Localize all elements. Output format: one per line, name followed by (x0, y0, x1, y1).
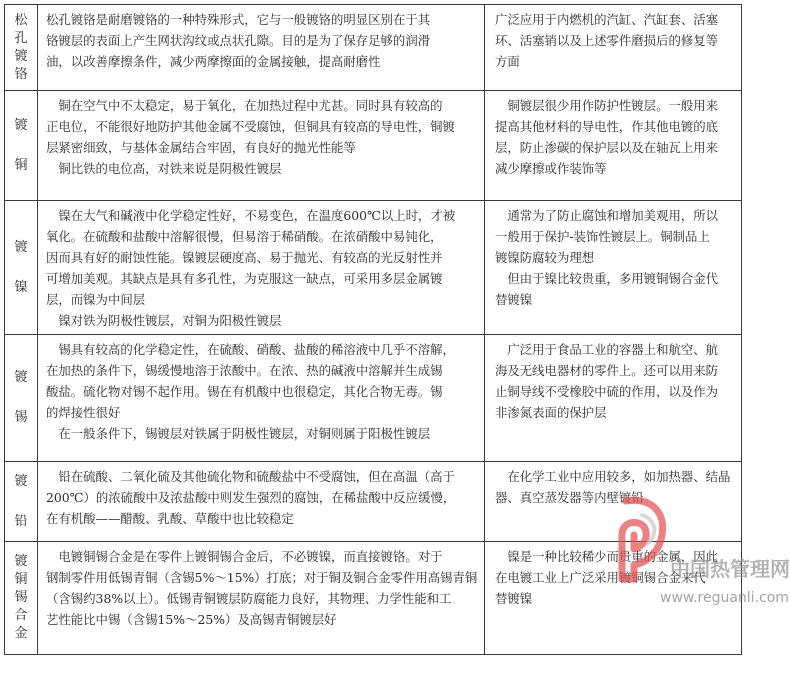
properties-cell (38, 335, 485, 462)
properties-line: 200℃）的浓硫酸中及浓盐酸中则发生强烈的腐蚀，在稀盐酸中反应缓慢， (46, 490, 456, 505)
properties-line: 镍对铁为阴极性镀层，对铜为阳极性镀层 (46, 313, 282, 328)
properties-line: 的焊接性很好 (46, 405, 121, 420)
coating-name-char: 铬 (14, 66, 28, 82)
properties-cell (38, 462, 485, 542)
properties-line: 在加热的条件下，锡缓慢地溶于浓酸中。在浓、热的碱液中溶解并生成锡 (46, 363, 443, 378)
properties-line: 氧化。在硫酸和盐酸中溶解很慢，但易溶于稀硝酸。在浓硝酸中易钝化， (46, 229, 443, 244)
coating-name-char: 镀 (14, 473, 28, 489)
properties-cell (38, 542, 485, 655)
applications-line: 但由于镍比较贵重，多用镀铜锡合金代 (495, 271, 719, 286)
coating-name-char: 孔 (14, 30, 28, 46)
properties-line: 正电位，不能很好地防护其他金属不受腐蚀，但铜具有较高的导电性，铜镀 (46, 119, 455, 134)
watermark (600, 487, 790, 617)
table-row (5, 201, 742, 335)
properties-line: 铜在空气中不太稳定，易于氧化，在加热过程中尤甚。同时具有较高的 (46, 98, 443, 113)
properties-line: 因而具有好的耐蚀性能。镍镀层硬度高、易于抛光、有较高的光反射性并 (46, 250, 443, 265)
table-row (5, 91, 742, 201)
properties-line: 酸盐。硫化物对锡不起作用。锡在有机酸中也很稳定，其化合物无毒。锡 (46, 384, 443, 399)
applications-line: 镍是一种比较稀少而贵重的金属，因此 (495, 549, 719, 564)
applications-line: 提高其他材料的导电性，作其他电镀的底 (495, 119, 719, 134)
applications-cell (485, 335, 742, 462)
coating-name-cell (5, 201, 38, 335)
properties-line: 层，而镍为中间层 (46, 292, 146, 307)
coating-name-cell (5, 91, 38, 201)
coating-name-cell (5, 542, 38, 655)
applications-line: 镀镍防腐较为理想 (495, 250, 595, 265)
coating-name-char: 金 (14, 626, 28, 641)
applications-line: 广泛应用于内燃机的汽缸、汽缸套、活塞 (495, 12, 719, 27)
applications-line: 通常为了防止腐蚀和增加美观用，所以 (495, 208, 719, 223)
coating-name-char: 镀 (14, 117, 28, 133)
properties-line: 铜比铁的电位高，对铁来说是阴极性镀层 (46, 161, 282, 176)
properties-line: 油，以改善摩擦条件，减少两摩擦面的金属接触，提高耐磨性 (46, 54, 381, 69)
coating-name-char: 镀 (14, 554, 28, 569)
coating-name-char: 合 (14, 608, 28, 623)
coating-name-char: 锡 (14, 590, 28, 605)
properties-line: 松孔镀铬是耐磨镀铬的一种特殊形式，它与一般镀铬的明显区别在于其 (46, 12, 431, 27)
reguanli-logo-icon (612, 495, 668, 581)
applications-line: 替镀镍 (495, 591, 533, 606)
coating-name-char: 铜 (14, 572, 28, 587)
properties-line: 电镀铜锡合金是在零件上镀铜锡合金后，不必镀镍，而直接镀铬。对于 (46, 549, 443, 564)
properties-line: 铬镀层的表面上产生网状沟纹或点状孔隙。目的是为了保存足够的润滑 (46, 33, 431, 48)
applications-line: 减少摩擦或作装饰等 (495, 161, 607, 176)
applications-line: 海及无线电器材的零件上。还可以用来防 (495, 363, 719, 378)
coating-name-char: 松 (14, 12, 28, 28)
properties-line: 镍在大气和碱液中化学稳定性好，不易变色，在温度600℃以上时，才被 (46, 208, 456, 223)
table-row (5, 5, 742, 91)
applications-line: 环、活塞销以及上述零件磨损后的修复等 (495, 33, 719, 48)
properties-line: 在一般条件下，锡镀层对铁属于阴极性镀层，对铜则属于阳极性镀层 (46, 426, 431, 441)
coating-name-cell (5, 5, 38, 91)
properties-line: 可增加美观。其缺点是具有多孔性，为克服这一缺点，可采用多层金属镀 (46, 271, 443, 286)
properties-line: 锡具有较高的化学稳定性，在硫酸、硝酸、盐酸的稀溶液中几乎不溶解， (46, 342, 455, 357)
properties-cell (38, 91, 485, 201)
applications-line: 方面 (495, 54, 520, 69)
properties-line: 钢制零件用低锡青铜（含锡5%～15%）打底；对于铜及铜合金零件用高锡青铜 (46, 570, 478, 585)
applications-line: 器、真空蒸发器等内壁镀铅 (495, 490, 644, 505)
properties-cell (38, 201, 485, 335)
properties-line: 艺性能比中锡（含锡15%～25%）及高锡青铜镀层好 (46, 612, 337, 627)
applications-line: 在化学工业中应用较多，如加热器、结晶 (495, 469, 731, 484)
coating-name-char: 镀 (14, 239, 28, 255)
watermark-url: www.reguanli.com (660, 590, 789, 606)
watermark-site-name: 中国热管理网 (670, 557, 790, 581)
applications-line: 在电镀工业上广泛采用镀铜锡合金来代 (495, 570, 706, 585)
coating-name-char: 铅 (14, 513, 28, 529)
coating-name-char: 镍 (14, 279, 28, 295)
applications-cell (485, 91, 742, 201)
properties-line: 在有机酸——醋酸、乳酸、草酸中也比较稳定 (46, 511, 294, 526)
coating-name-cell (5, 335, 38, 462)
applications-line: 止铜导线不受橡胶中硫的作用，以及作为 (495, 384, 719, 399)
coating-name-char: 铜 (14, 157, 28, 173)
applications-line: 铜镀层很少用作防护性镀层。一般用来 (495, 98, 719, 113)
applications-cell (485, 5, 742, 91)
properties-line: （含锡约38%以上）。低锡青铜镀层防腐能力良好，其物理、力学性能和工 (46, 591, 452, 606)
properties-line: 层紧密细致，与基体金属结合牢固，有良好的抛光性能等 (46, 140, 356, 155)
coating-name-cell (5, 462, 38, 542)
applications-line: 层，防止渗碳的保护层以及在轴瓦上用来 (495, 140, 719, 155)
coating-name-char: 镀 (14, 370, 28, 385)
applications-line: 替镀镍 (495, 292, 533, 307)
properties-cell (38, 5, 485, 91)
applications-line: 非渗氮表面的保护层 (495, 405, 607, 420)
applications-line: 广泛用于食品工业的容器上和航空、航 (495, 342, 719, 357)
coating-name-char: 镀 (14, 48, 28, 64)
properties-line: 铅在硫酸、二氧化硫及其他硫化物和硫酸盐中不受腐蚀，但在高温（高于 (46, 469, 455, 484)
coating-name-char: 锡 (14, 410, 28, 425)
applications-line: 一般用于保护-装饰性镀层上。铜制品上 (495, 229, 710, 244)
table-row (5, 335, 742, 462)
applications-cell (485, 201, 742, 335)
